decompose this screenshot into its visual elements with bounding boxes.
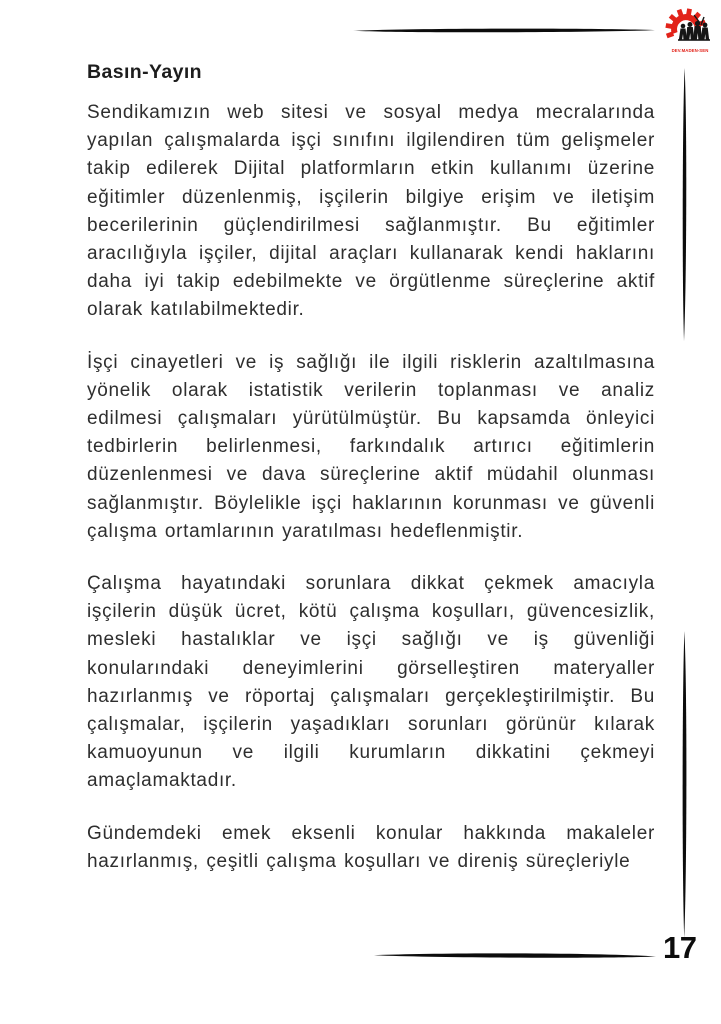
right-rule-stroke-top (681, 68, 689, 341)
gear-workers-icon (663, 7, 717, 49)
top-rule-stroke (353, 27, 655, 34)
union-logo (663, 7, 717, 61)
paragraph-web-social-media: Sendikamızın web sitesi ve sosyal medya mecralarında yapılan çalışmalarda işçi sınıfını ilgilendiren tüm gelişmeler takip edilerek Dijital platformların etkin kullanımı üzerine eğitimler düzenlenmiş, işçilerin bilgiye erişim ve iletişim becerilerinin güçlendirilmesi sağlanmıştır. Bu eğitimler aracılığıyla işçiler, dijital araçları kullanarak kendi haklarını daha iyi takip edebilmekte ve örgütlenme süreçlerine aktif olarak katılabilmektedir. (87, 102, 655, 321)
paragraph-labor-articles: Gündemdeki emek eksenli konular hakkında makaleler hazırlanmış, çeşitli çalışma koşulları ve direniş süreçleriyle (87, 822, 655, 872)
logo-text: DEV.MADEN-SEN (671, 49, 709, 54)
paragraph-worker-deaths-stats: İşçi cinayetleri ve iş sağlığı ile ilgili risklerin azaltılmasına yönelik olarak istatistik verilerin toplanması ve analiz edilmesi çalışmaları yürütülmüştür. Bu kapsamda önleyici tedbirlerin belirlenmesi, farkındalık artırıcı eğitimlerin düzenlenmesi ve dava süreçlerine aktif müdahil olunması sağlanmıştır. Böylelikle işçi haklarının korunması ve güvenli çalışma ortamlarının yaratılması hedeflenmiştir. (87, 351, 655, 542)
footer-rule-stroke (374, 951, 656, 960)
page-number: 17 (663, 930, 697, 965)
right-rule-stroke-bottom (681, 631, 689, 938)
page-content (87, 60, 655, 876)
section-title: Basın-Yayın (87, 61, 202, 83)
paragraph-working-conditions-materials: Çalışma hayatındaki sorunlara dikkat çekmek amacıyla işçilerin düşük ücret, kötü çalışma koşulları, güvencesizlik, mesleki hastalıklar ve işçi sağlığı ve iş güvenliği konularındaki deneyimlerini görselleştiren materyaller hazırlanmış ve röportaj çalışmaları gerçekleştirilmiştir. Bu çalışmalar, işçilerin yaşadıkları sorunları görünür kılarak kamuoyunun ve ilgili kurumların dikkatini çekmeyi amaçlamaktadır. (87, 573, 655, 792)
